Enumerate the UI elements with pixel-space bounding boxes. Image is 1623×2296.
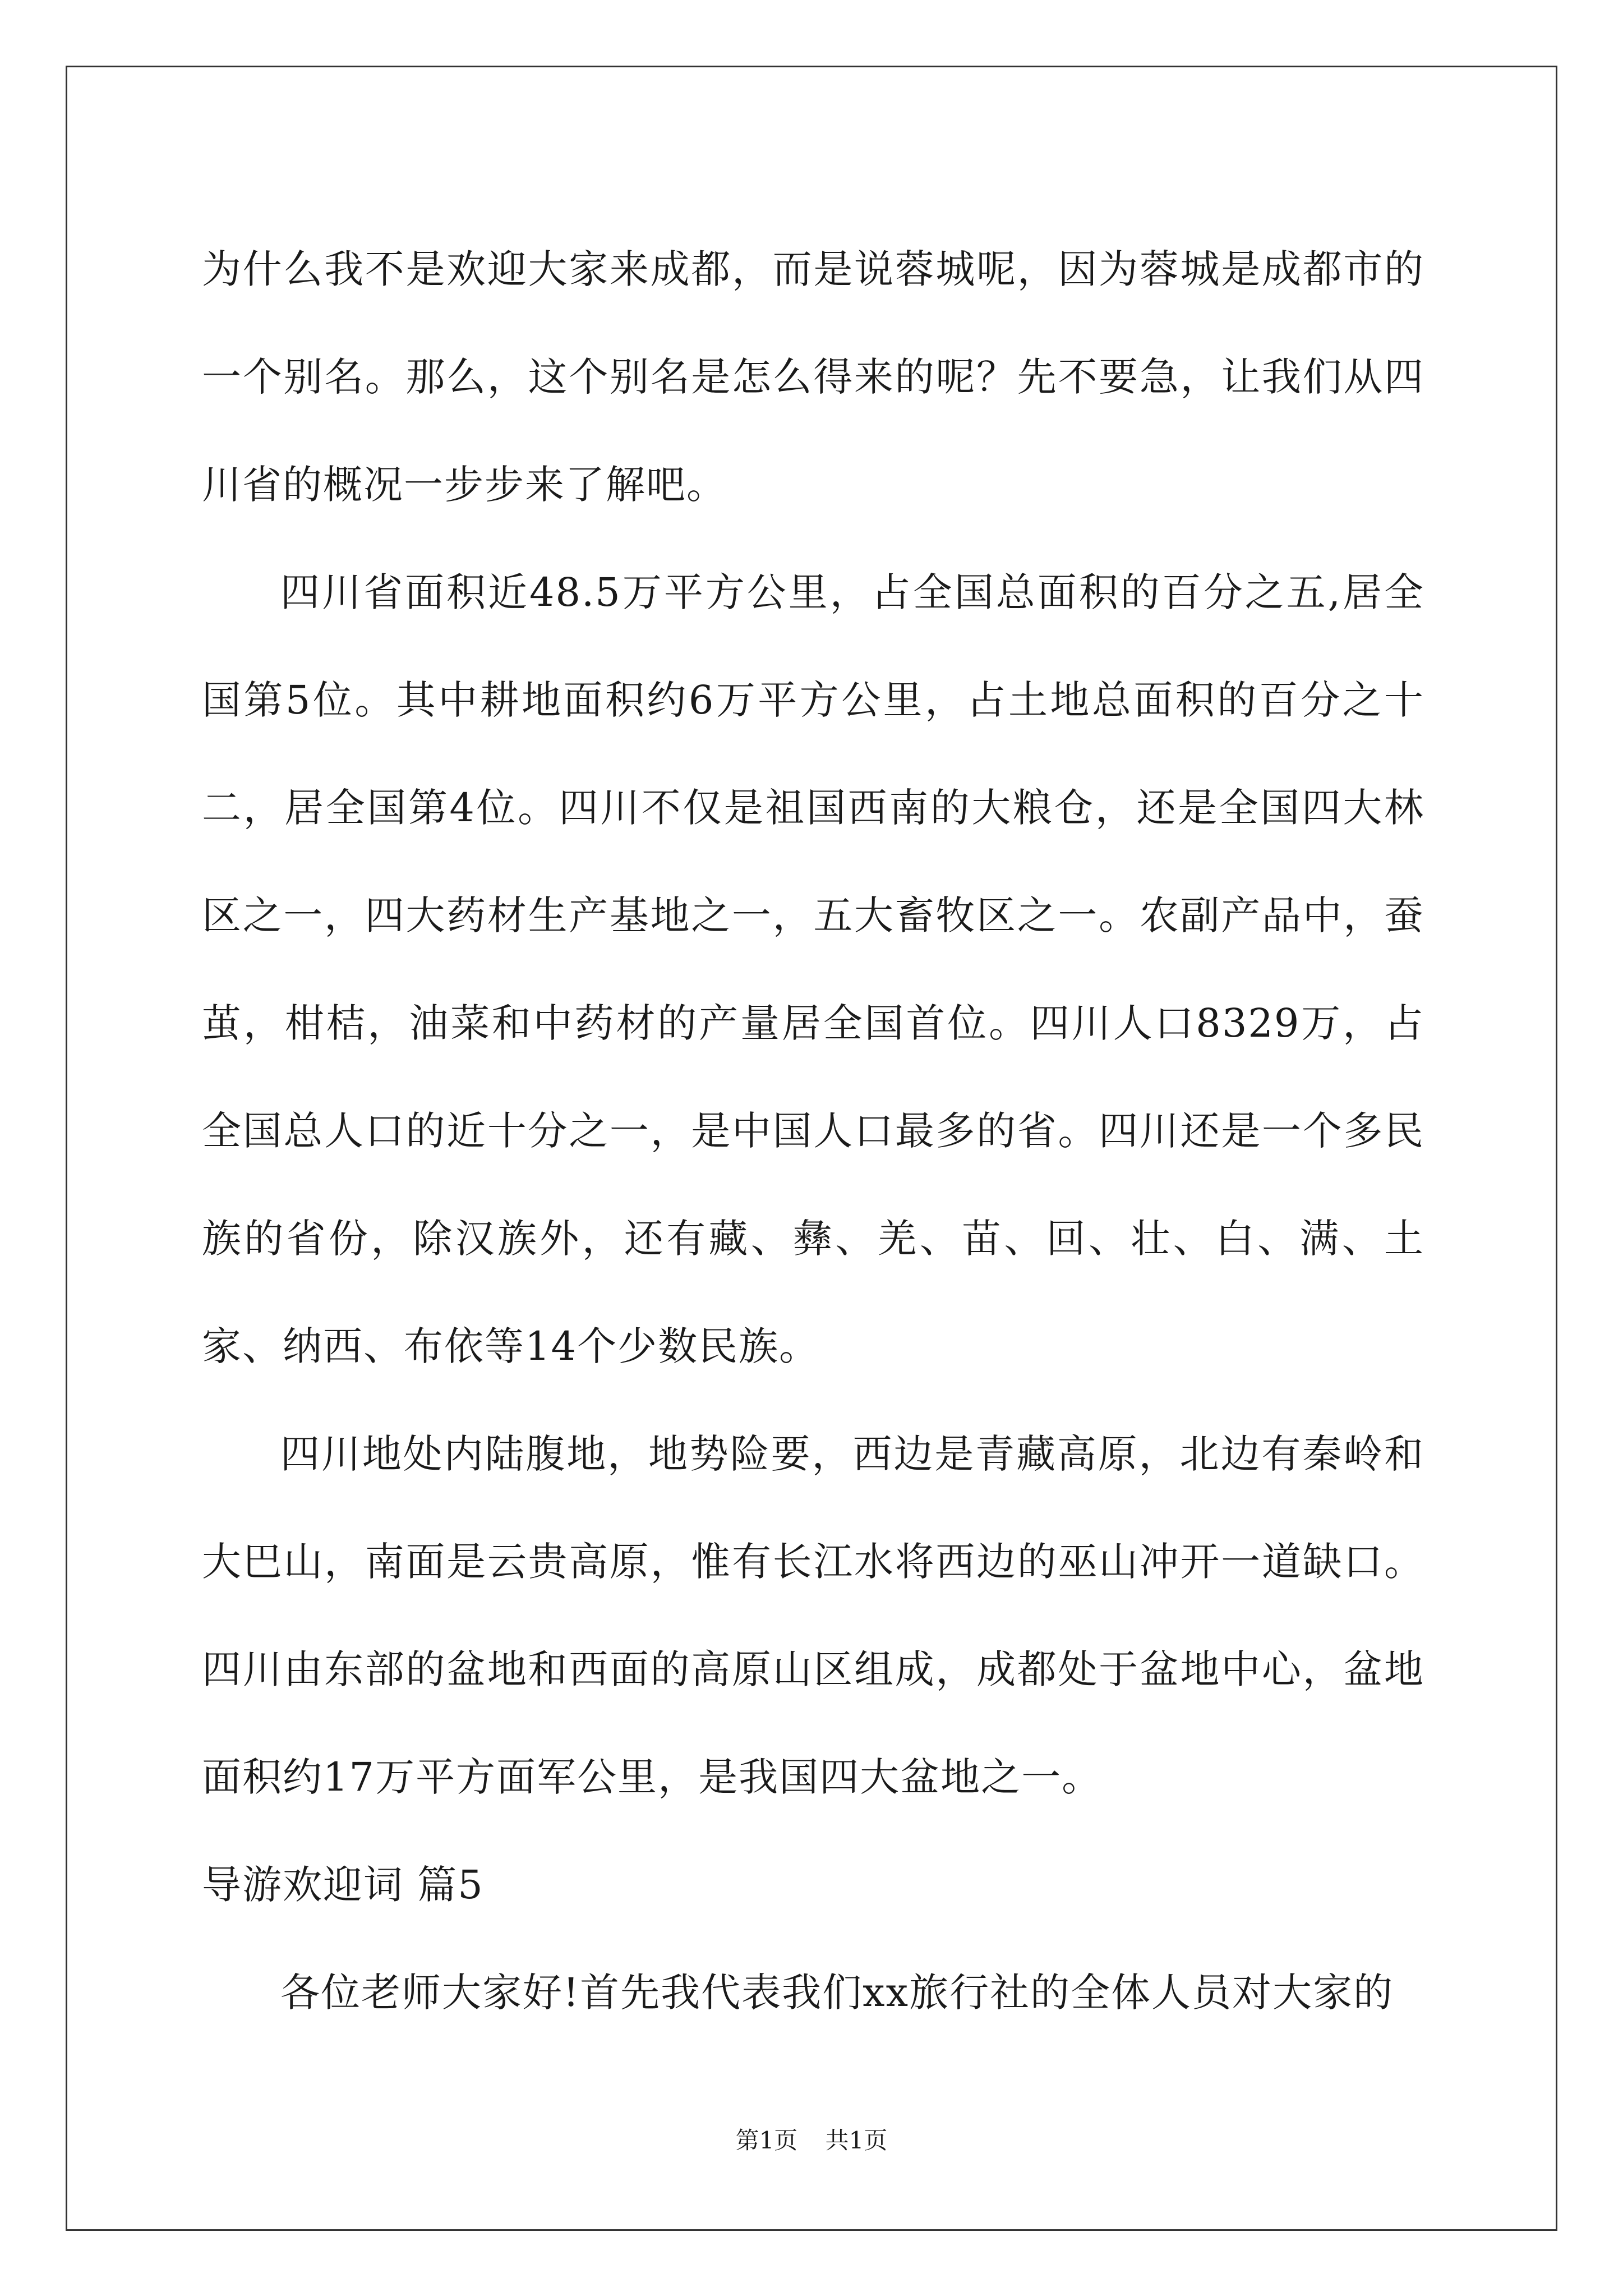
page-number-total: 共1页 [825,2127,888,2154]
paragraph-welcome-start: 各位老师大家好!首先我代表我们xx旅行社的全体人员对大家的 [280,1970,1394,2016]
page-footer [0,2124,1623,2157]
page-number-current: 第1页 [735,2127,798,2154]
paragraph-intro: 为什么我不是欢迎大家来成都，而是说蓉城呢，因为蓉城是成都市的一个别名。那么，这个别名是怎么得来的呢？先不要急，让我们从四川省的概况一步步来了解吧。 [202,246,1424,508]
document-body [202,215,1424,2046]
section-heading: 导游欢迎词 篇5 [202,1862,484,1908]
paragraph-sichuan-overview: 四川省面积近48.5万平方公里，占全国总面积的百分之五,居全国第5位。其中耕地面积约6万平方公里，占土地总面积的百分之十二，居全国第4位。四川不仅是祖国西南的大粮仓，还是全国四大林区之一，四大药材生产基地之一，五大畜牧区之一。农副产品中，蚕茧，柑桔，油菜和中药材的产量居全国首位。四川人口8329万，占全国总人口的近十分之一，是中国人口最多的省。四川还是一个多民族的省份，除汉族外，还有藏、彝、羌、苗、回、壮、白、满、土家、纳西、布依等14个少数民族。 [202,569,1424,1369]
paragraph-sichuan-geography: 四川地处内陆腹地，地势险要，西边是青藏高原，北边有秦岭和大巴山，南面是云贵高原，惟有长江水将西边的巫山冲开一道缺口。四川由东部的盆地和西面的高原山区组成，成都处于盆地中心，盆地面积约17万平方面军公里，是我国四大盆地之一。 [202,1431,1424,1800]
